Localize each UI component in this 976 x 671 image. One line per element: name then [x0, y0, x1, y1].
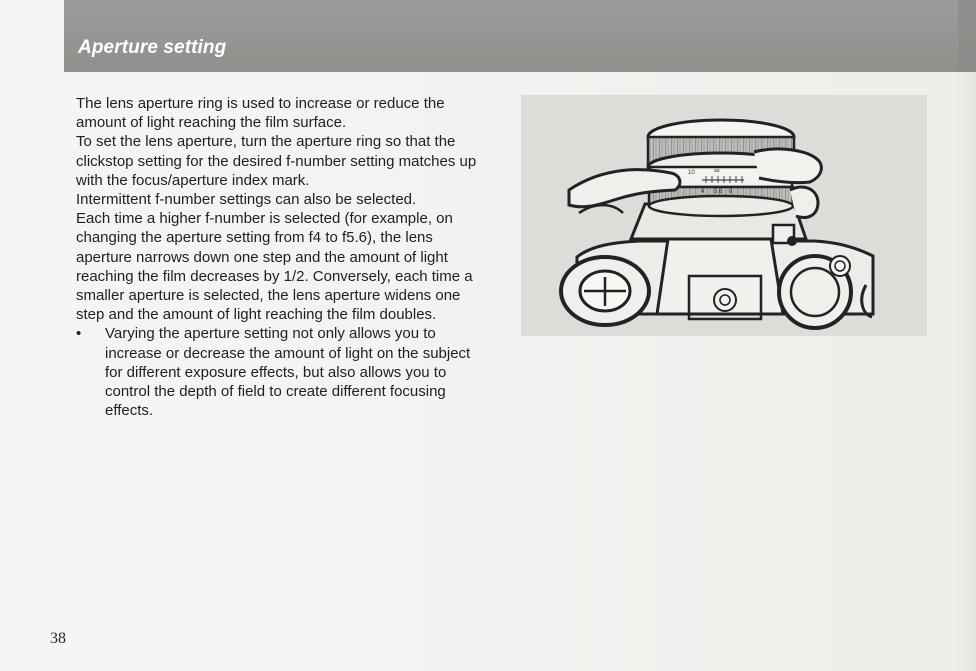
camera-lens-illustration	[521, 95, 927, 336]
paragraph-intro: The lens aperture ring is used to increase or reduce the amount of light reaching the film surface.	[76, 95, 445, 132]
scale-top-left: 10	[688, 170, 695, 176]
scale-bottom-mid: 5.6	[714, 189, 723, 195]
paragraph-instruction: To set the lens aperture, turn the aperture ring so that the clickstop setting for the desired f-number setting matches up with the focus/aperture index mark.	[76, 133, 477, 189]
page-edge-shadow	[956, 72, 976, 671]
paragraph-effects: Each time a higher f-number is selected (for example, on changing the aperture setting from f4 to f5.6), the lens aperture narrows down one step and the amount of light reaching the film decreases by 1/2. Conversely, each time a smaller aperture is selected, the lens aperture widens one step and the amount of light reaching the film doubles.	[76, 210, 473, 324]
body-copy	[76, 94, 486, 420]
scale-bottom-right: 8	[729, 189, 733, 195]
page-number: 38	[50, 630, 66, 647]
section-title: Aperture setting	[78, 37, 227, 58]
paragraph-intermittent: Intermittent f-number settings can also be selected.	[76, 191, 417, 209]
bullet-item	[76, 324, 486, 420]
scale-top-right: ∞	[714, 166, 720, 175]
section-header-band	[64, 0, 976, 72]
bullet-dot: •	[76, 325, 82, 343]
scale-bottom-left: 4	[701, 189, 705, 195]
bullet-text: Varying the aperture setting not only allows you to increase or decrease the amount of light on the subject for different exposure effects, but also allows you to control the depth of field to create different focusing effects.	[105, 325, 471, 420]
